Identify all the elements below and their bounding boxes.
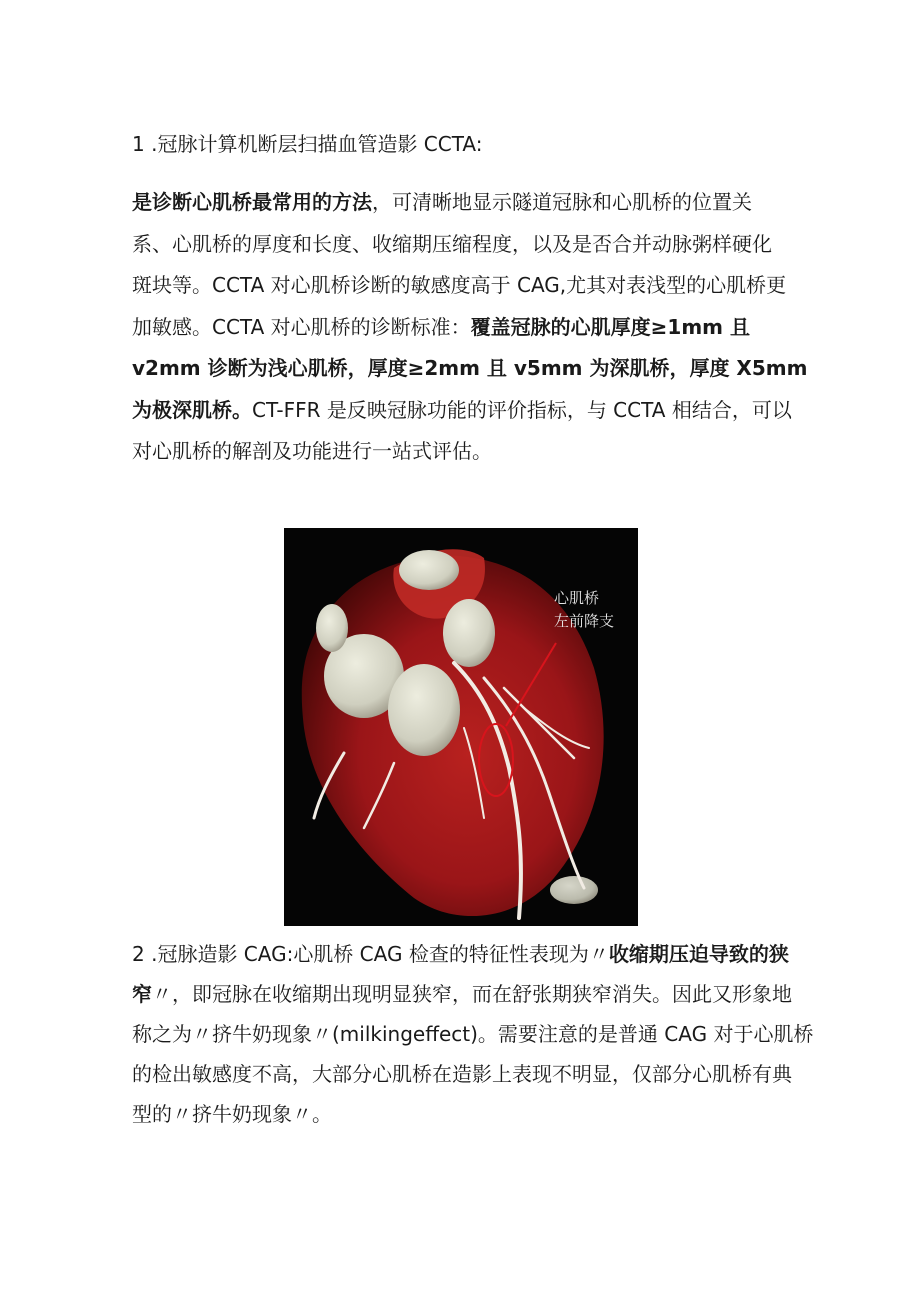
annotation-label-line2: 左前降支 [554, 612, 615, 630]
vessel-cross-section-mid [443, 599, 495, 667]
text-run: 加敏感。CCTA 对心肌桥的诊断标准： [132, 314, 471, 339]
text-run: CT-FFR 是反映冠脉功能的评价指标，与 CCTA 相结合，可以 [252, 397, 792, 422]
bold-text: 为极深肌桥。 [132, 397, 252, 422]
paragraph-line [132, 224, 792, 266]
vessel-cross-section-bottom [550, 876, 598, 904]
paragraph-line [132, 307, 792, 349]
heart-ct-illustration [284, 528, 638, 926]
bold-text: 覆盖冠脉的心肌厚度≥1mm 且 [470, 314, 750, 339]
bold-text: v2mm 诊断为浅心肌桥，厚度≥2mm 且 v5mm 为深肌桥，厚度 X5mm [132, 356, 808, 380]
paragraph-line [132, 1014, 814, 1054]
section1-heading: 1 .冠脉计算机断层扫描血管造影 CCTA: [132, 132, 483, 156]
text-run: 系、心肌桥的厚度和长度、收缩期压缩程度，以及是否合并动脉粥样硬化 [132, 231, 772, 256]
paragraph-line [132, 182, 792, 224]
text-run: 型的〃挤牛奶现象〃。 [132, 1102, 332, 1126]
paragraph-line [132, 265, 792, 307]
paragraph-line [132, 1094, 797, 1134]
text-run: ，可清晰地显示隧道冠脉和心肌桥的位置关 [372, 190, 752, 214]
paragraph-line [132, 934, 797, 974]
section1-paragraph [132, 182, 808, 473]
text-run: 2 .冠脉造影 CAG:心肌桥 CAG 检查的特征性表现为〃 [132, 942, 609, 966]
section2-paragraph [132, 934, 814, 1134]
paragraph-line [132, 390, 792, 432]
vessel-cross-section-top [399, 550, 459, 590]
vessel-cross-section-left [316, 604, 348, 652]
text-run: 斑块等。CCTA 对心肌桥诊断的敏感度高于 CAG,尤其对表浅型的心肌桥更 [132, 273, 787, 297]
text-run: 〃，即冠脉在收缩期出现明显狭窄，而在舒张期狭窄消失。因此又形象地 [152, 982, 792, 1006]
annotation-label-line1: 心肌桥 [554, 589, 600, 607]
text-run: 称之为〃挤牛奶现象〃(milkingeffect)。需要注意的是普通 CAG 对于心肌桥 [132, 1022, 814, 1046]
bold-text: 是诊断心肌桥最常用的方法 [132, 190, 372, 214]
paragraph-line [132, 431, 792, 473]
paragraph-line [132, 974, 797, 1014]
pulmonary-artery-cross-section [388, 664, 460, 756]
heart-ct-figure [284, 528, 638, 926]
bold-text: 窄 [132, 982, 152, 1006]
paragraph-line [132, 1054, 797, 1094]
text-run: 对心肌桥的解剖及功能进行一站式评估。 [132, 439, 492, 463]
paragraph-line [132, 348, 808, 390]
bold-text: 收缩期压迫导致的狭 [608, 942, 789, 966]
text-run: 的检出敏感度不高，大部分心肌桥在造影上表现不明显，仅部分心肌桥有典 [132, 1062, 792, 1086]
